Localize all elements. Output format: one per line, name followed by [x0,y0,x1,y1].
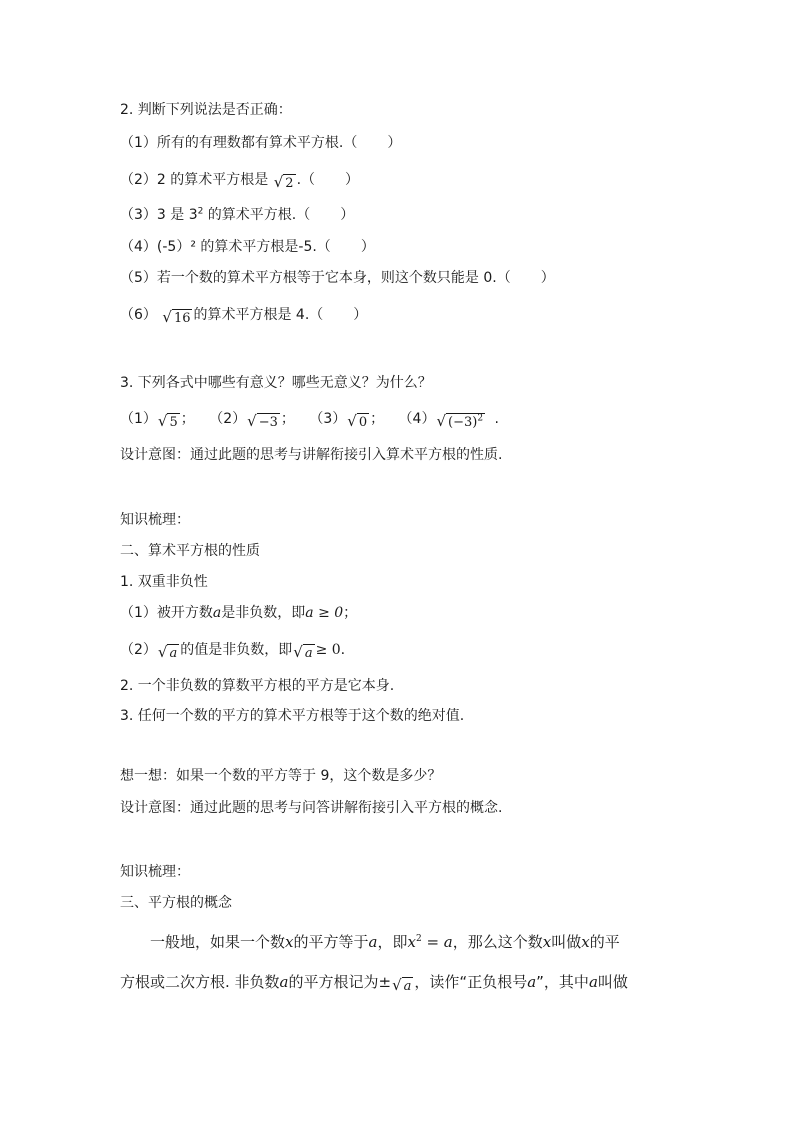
q2-item-4: （4）(-5）² 的算术平方根是-5.（ ） [120,239,375,255]
q2-item-1: （1）所有的有理数都有算术平方根.（ ） [120,135,402,151]
section3-title: 三、平方根的概念 [120,895,232,911]
section2-point2: 2. 一个非负数的算数平方根的平方是它本身. [120,678,395,694]
section3-heading: 知识梳理： [120,864,190,880]
section2-point1b: （2） √ a 的值是非负数，即 √ a ≥ 0. [120,642,346,661]
section2-point1: 1. 双重非负性 [120,574,208,590]
q3-design-intent: 设计意图：通过此题的思考与讲解衔接引入算术平方根的性质. [120,447,503,463]
section3-para-line1: 一般地，如果一个数x的平方等于a，即$x^2 = a$，那么这个数x叫做x的平 [150,933,620,951]
sqrt-a-3: √ a [392,976,412,994]
section2-point3: 3. 任何一个数的平方的算术平方根等于这个数的绝对值. [120,708,465,724]
section2-heading: 知识梳理： [120,512,190,528]
q2-item-2: （2）2 的算术平方根是 √ 2 .（ ） [120,172,360,191]
q2-title: 2. 判断下列说法是否正确： [120,102,292,118]
q3-expressions: （1） √ 5 ； （2） √ −3 ； （3） √ 0 ； （4） √ $(-3)^2$ . [120,411,499,430]
sqrt-a: √ a [157,643,178,661]
sqrt-0: √ 0 [347,412,368,430]
section3-para-line2: 方根或二次方根. 非负数a的平方根记为± √ a ，读作“正负根号a”，其中a叫做 [120,973,628,994]
sqrt-neg3-squared: √ $(-3)^2$ [436,412,484,430]
sqrt-a-2: √ a [293,643,313,661]
q2-item-3: （3）3 是 $3^2$ 的算术平方根.（ ） [120,206,355,223]
q3-title: 3. 下列各式中哪些有意义？哪些无意义？为什么？ [120,375,432,391]
sqrt-2: √ 2 [273,173,294,191]
think-question: 想一想：如果一个数的平方等于 9，这个数是多少？ [120,768,442,784]
sqrt-5: √ 5 [157,412,178,430]
q2-item-6: （6） √ 16 的算术平方根是 4.（ ） [120,307,368,326]
section2-point1a: （1）被开方数a是非负数，即a ≥ 0； [120,605,358,621]
section2-title: 二、算术平方根的性质 [120,543,260,559]
sqrt-16: √ 16 [162,308,191,326]
sqrt-neg3: √ −3 [247,412,278,430]
think-design-intent: 设计意图：通过此题的思考与问答讲解衔接引入平方根的概念. [120,800,503,816]
q2-item-5: （5）若一个数的算术平方根等于它本身，则这个数只能是 0.（ ） [120,270,555,286]
